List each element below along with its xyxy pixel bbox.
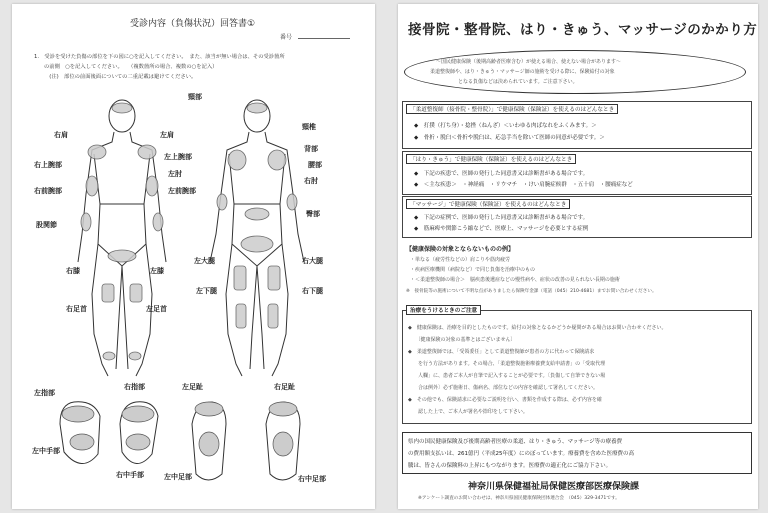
label-left-knee: 左膝 [150,267,164,275]
label-buttock: 臀部 [306,210,320,218]
label-right-hand: 右中手部 [116,471,144,479]
not-covered-heading: 【健康保険の対象とならないものの例】 [406,246,515,253]
caution-heading: 治療をうけるときのご注意 [406,305,481,315]
caution-line: 認した上で、ご本人が署名や捺印をして下さい。 [408,409,528,415]
label-left-toe: 左足趾 [182,383,203,391]
section-bullet: ◆ ＜主な疾患＞ ・神経痛 ・リウマチ ・けい肩腕症候群 ・五十肩 ・腰痛症など [414,182,633,188]
label-left-foot: 左中足部 [164,473,192,481]
label-back-neck: 頸椎 [302,123,316,131]
label-left-hand: 左中手部 [32,447,60,455]
label-left-lower-leg: 左下腿 [196,287,217,295]
not-covered-item: ・単なる（疲労性などの）肩こりや筋肉疲労 [410,257,511,263]
caution-line: 合は例外〕必ず施術日、傷病名、部位などの内容を確認して署名してください。 [408,385,599,391]
section-bullet: ◆ 骨折・脱臼＜骨折や脱臼は、応急手当を除いて医師の同意が必要です。＞ [414,135,605,141]
questionnaire-page [12,4,375,509]
section-bullet: ◆ 下記の疾患で、医師の発行した同意書又は診断書がある場合です。 [414,171,589,177]
label-right-shoulder: 右肩 [54,131,68,139]
section-bullet: ◆ 下記の症例で、医師の発行した同意書又は診断書がある場合です。 [414,215,589,221]
stats-line: 騰は、皆さんの保険料の上昇にもつながります。医療費の適正化にご協力下さい。 [408,463,612,469]
label-right-lower-leg: 右下腿 [302,287,323,295]
caution-line: 人欄」に、患者ご本人が自筆で記入することが必要です。〔負傷して自筆できない場 [408,373,606,379]
guide-title: 接骨院・整骨院、はり・きゅう、マッサージのかかり方 [408,22,758,38]
label-left-shoulder: 左肩 [160,131,174,139]
label-left-finger: 左指部 [34,389,55,397]
not-covered-item: ・疾病医療機関（病院など）で同じ負傷を治療中のもの [410,267,536,273]
section-heading: 「柔道整復師（接骨院・整骨院）」で健康保険（保険証）を使えるのはどんなとき [406,104,618,114]
intro-line: ～国民健康保険（後期高齢者医療含む）が使える場合、使えない場合があります～ [436,59,622,65]
guide-page [398,4,758,509]
caution-line: ◆ 柔道整復師では、「受領委任」として柔道整復師が患者の方に代わって保険請求 [408,349,595,355]
instruction-line: (注) 部位の前面後面についての二重記載は避けてください。 [44,74,197,80]
label-left-thigh: 左大腿 [194,257,215,265]
label-right-upper-arm: 右上腕部 [34,161,62,169]
label-right-forearm: 右前腕部 [34,187,62,195]
section-bullet: ◆ 打撲（打ち身）・捻挫（ねんざ）＜いわゆる肉ばなれをふくみます。＞ [414,123,597,129]
label-waist: 腰部 [308,161,322,169]
footer-organization: 神奈川県保健福祉局保健医療部医療保険課 [468,482,640,492]
label-right-foot: 右中足部 [298,475,326,483]
section-heading: 「はり・きゅう」で健康保険（保険証）を使えるのはどんなとき [406,154,576,164]
doc-number-label: 番号 [280,34,293,41]
label-left-forearm: 左前腕部 [168,187,196,195]
label-right-toe: 右足趾 [274,383,295,391]
label-back: 背部 [304,145,318,153]
page-title: 受診内容（負傷状況）回答書① [130,19,256,29]
intro-line: 柔道整復師や、はり・きゅう・マッサージ師の施術を受ける際に、保険給付の対象 [430,69,615,75]
instruction-line: 1. 受診を受けた負傷の部位を下の図に○を記入してください。 また、該当が無い場合は、その受診箇所 [34,54,285,60]
stats-line: 県内の国民健康保険及び後期高齢者医療の柔道、はり・きゅう、マッサージ等の療養費 [408,439,623,445]
label-left-elbow: 左肘 [168,170,182,178]
footer-note: ※アンケート調査のお問い合わせは、神奈川県国民健康保険団体連合会 （045）329-3471です。 [418,496,620,501]
label-right-finger: 右指部 [124,383,145,391]
instruction-line: の前側 ○を記入してください。 （複数箇所の場合、複数の○を記入） [44,64,218,70]
label-hip: 股関節 [36,221,57,229]
not-covered-note: ※ 接骨院等の施術について不明な点がありましたら保険年金課（電話（045）210-4681）までお問い合わせください。 [406,289,657,294]
label-right-ankle: 右足首 [66,305,87,313]
stats-line: の費用額支払いは、261億円（平成25年度）にのぼっています。療養費を含めた医療費の高 [408,451,635,457]
label-left-upper-arm: 左上腕部 [164,153,192,161]
section-heading: 「マッサージ」で健康保険（保険証）を使えるのはどんなとき [406,199,570,209]
caution-line: ◆ その他でも、保険請求に必要なご説明を行い、書類を作成する際は、必ず内容を確 [408,397,602,403]
label-left-ankle: 左足首 [146,305,167,313]
caution-line: ◆ 健康保険は、治療を目的としたものです。給付の対象となるかどうか疑問がある場合はお問い合わせください。 [408,325,667,331]
label-neck: 頸部 [188,93,202,101]
intro-line: となる負傷などは決められています。ご注意下さい。 [458,79,578,85]
caution-line: 〔健康保険の対象の基準とはございません〕 [408,337,516,343]
label-right-knee: 右膝 [66,267,80,275]
label-right-thigh: 右大腿 [302,257,323,265]
section-bullet: ◆ 筋麻痺や関節こう縮などで、医療上、マッサージを必要とする症例 [414,226,589,232]
label-right-elbow: 右肘 [304,177,318,185]
not-covered-item: ・＜柔道整復師の場合＞ 脳疾患後遺症などの慢性病や、症状の改善の見られない長期の施術 [410,277,620,283]
caution-line: を行う方法があります。その場合、「柔道整復施術療養費支給申請書」の「受取代理 [408,361,606,367]
